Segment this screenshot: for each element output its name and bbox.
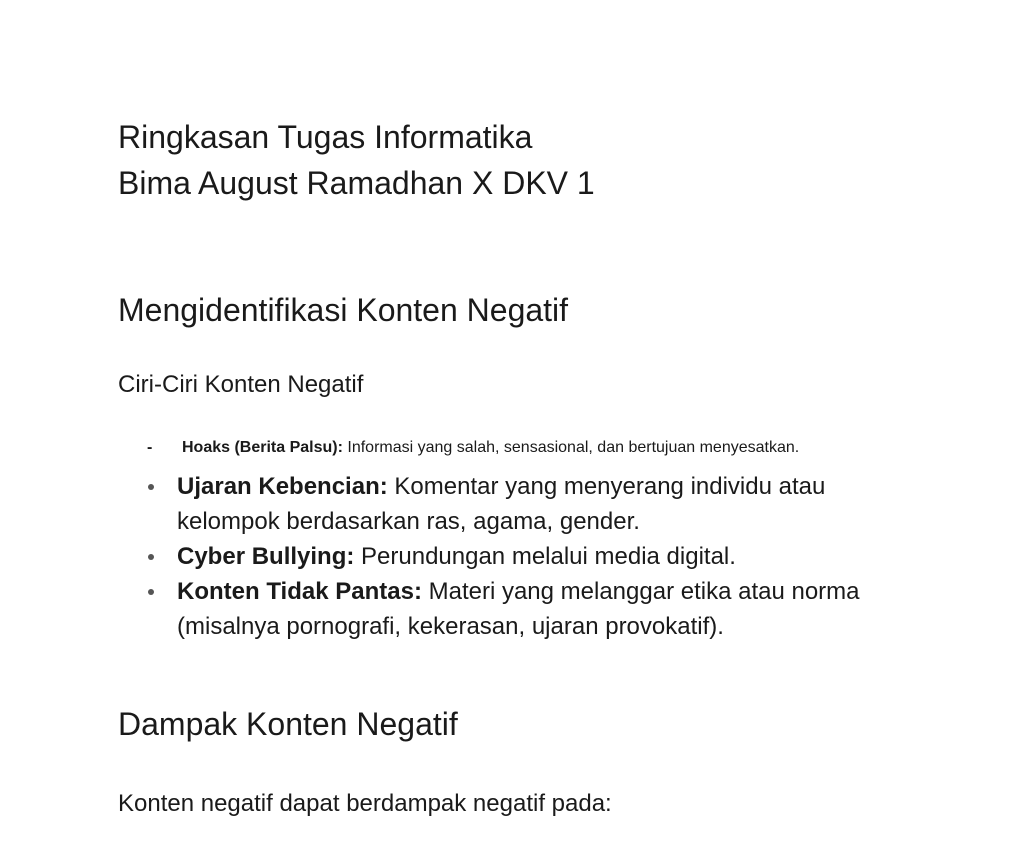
title-line-1: Ringkasan Tugas Informatika: [118, 119, 533, 155]
section-heading-identify: Mengidentifikasi Konten Negatif: [118, 292, 569, 328]
item-description: Perundungan melalui media digital.: [354, 543, 736, 570]
bullet-icon: [148, 554, 154, 560]
title-line-2: Bima August Ramadhan X DKV 1: [118, 165, 595, 201]
item-term: Cyber Bullying:: [177, 543, 355, 570]
item-description: Materi yang melanggar etika atau norma (misalnya pornografi, kekerasan, ujaran provokatif).: [177, 578, 860, 640]
list-item: [148, 574, 868, 644]
dash-marker: -: [147, 439, 153, 456]
section-heading-impact: Dampak Konten Negatif: [118, 706, 458, 742]
impact-paragraph: Konten negatif dapat berdampak negatif pada:: [118, 790, 612, 817]
bullet-icon: [148, 484, 154, 490]
document-title: [118, 114, 595, 206]
list-item: [148, 469, 868, 539]
bullet-icon: [148, 589, 154, 595]
list-item: [148, 539, 868, 574]
item-description: Komentar yang menyerang individu atau kelompok berdasarkan ras, agama, gender.: [177, 473, 826, 535]
item-description: Informasi yang salah, sensasional, dan bertujuan menyesatkan.: [342, 439, 800, 456]
characteristics-list: [148, 469, 868, 644]
item-term: Konten Tidak Pantas:: [177, 578, 422, 605]
subheading-characteristics: Ciri-Ciri Konten Negatif: [118, 371, 364, 398]
list-item-hoax: [147, 437, 799, 459]
item-term: Ujaran Kebencian:: [177, 473, 388, 500]
item-term: Hoaks (Berita Palsu):: [182, 439, 343, 456]
